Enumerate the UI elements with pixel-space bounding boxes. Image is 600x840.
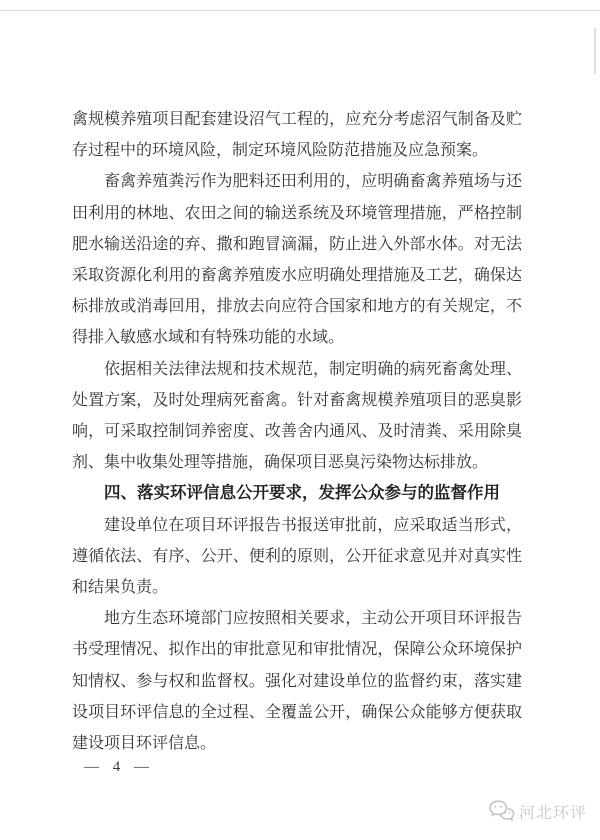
- text-line: 知情权、参与权和监督权。强化对建设单位的监督约束，落实建: [72, 672, 522, 690]
- text-line: 肥水输送沿途的弃、撒和跑冒滴漏，防止进入外部水体。对无法: [72, 235, 522, 253]
- text-line: 剂、集中收集处理等措施，确保项目恶臭污染物达标排放。: [72, 454, 489, 472]
- text-line: 建设单位在项目环评报告书报送审批前，应采取适当形式，: [104, 516, 522, 534]
- page-number: — 4 —: [84, 759, 153, 775]
- document-body: [72, 104, 522, 759]
- text-line: 地方生态环境部门应按照相关要求，主动公开项目环评报告: [104, 610, 522, 628]
- text-line: 标排放或消毒回用，排放去向应符合国家和地方的有关规定，不: [72, 298, 522, 316]
- text-line: 存过程中的环境风险，制定环境风险防范措施及应急预案。: [72, 142, 489, 160]
- text-line: 田利用的林地、农田之间的输送系统及环境管理措施，严格控制: [72, 204, 522, 222]
- scan-edge-line-right: [594, 28, 596, 74]
- text-line: 设项目环评信息的全过程、全覆盖公开，确保公众能够方便获取: [72, 703, 522, 721]
- text-line: 遵循依法、有序、公开、便利的原则，公开征求意见并对真实性: [72, 547, 522, 565]
- text-line: 畜禽养殖粪污作为肥料还田利用的，应明确畜禽养殖场与还: [104, 173, 522, 191]
- text-line: 采取资源化利用的畜禽养殖废水应明确处理措施及工艺，确保达: [72, 267, 522, 285]
- text-line: 得排入敏感水域和有特殊功能的水域。: [72, 329, 345, 347]
- text-line: 禽规模养殖项目配套建设沼气工程的，应充分考虑沼气制备及贮: [72, 111, 522, 128]
- text-line: 建设项目环评信息。: [72, 735, 217, 753]
- scan-edge-line-top: [0, 10, 600, 11]
- text-line: 响，可采取控制饲养密度、改善舍内通风、及时清粪、采用除臭: [72, 423, 522, 441]
- text-line: 处置方案，及时处理病死畜禽。针对畜禽规模养殖项目的恶臭影: [72, 391, 522, 409]
- wechat-icon: [488, 799, 515, 823]
- section-heading: 四、落实环评信息公开要求，发挥公众参与的监督作用: [104, 484, 500, 503]
- watermark-text: 河北环评: [519, 804, 588, 822]
- text-line: 和结果负责。: [72, 579, 169, 597]
- watermark: [488, 799, 587, 823]
- text-line: 依据相关法律法规和技术规范，制定明确的病死畜禽处理、: [104, 360, 522, 378]
- text-line: 书受理情况、拟作出的审批意见和审批情况，保障公众环境保护: [72, 641, 522, 659]
